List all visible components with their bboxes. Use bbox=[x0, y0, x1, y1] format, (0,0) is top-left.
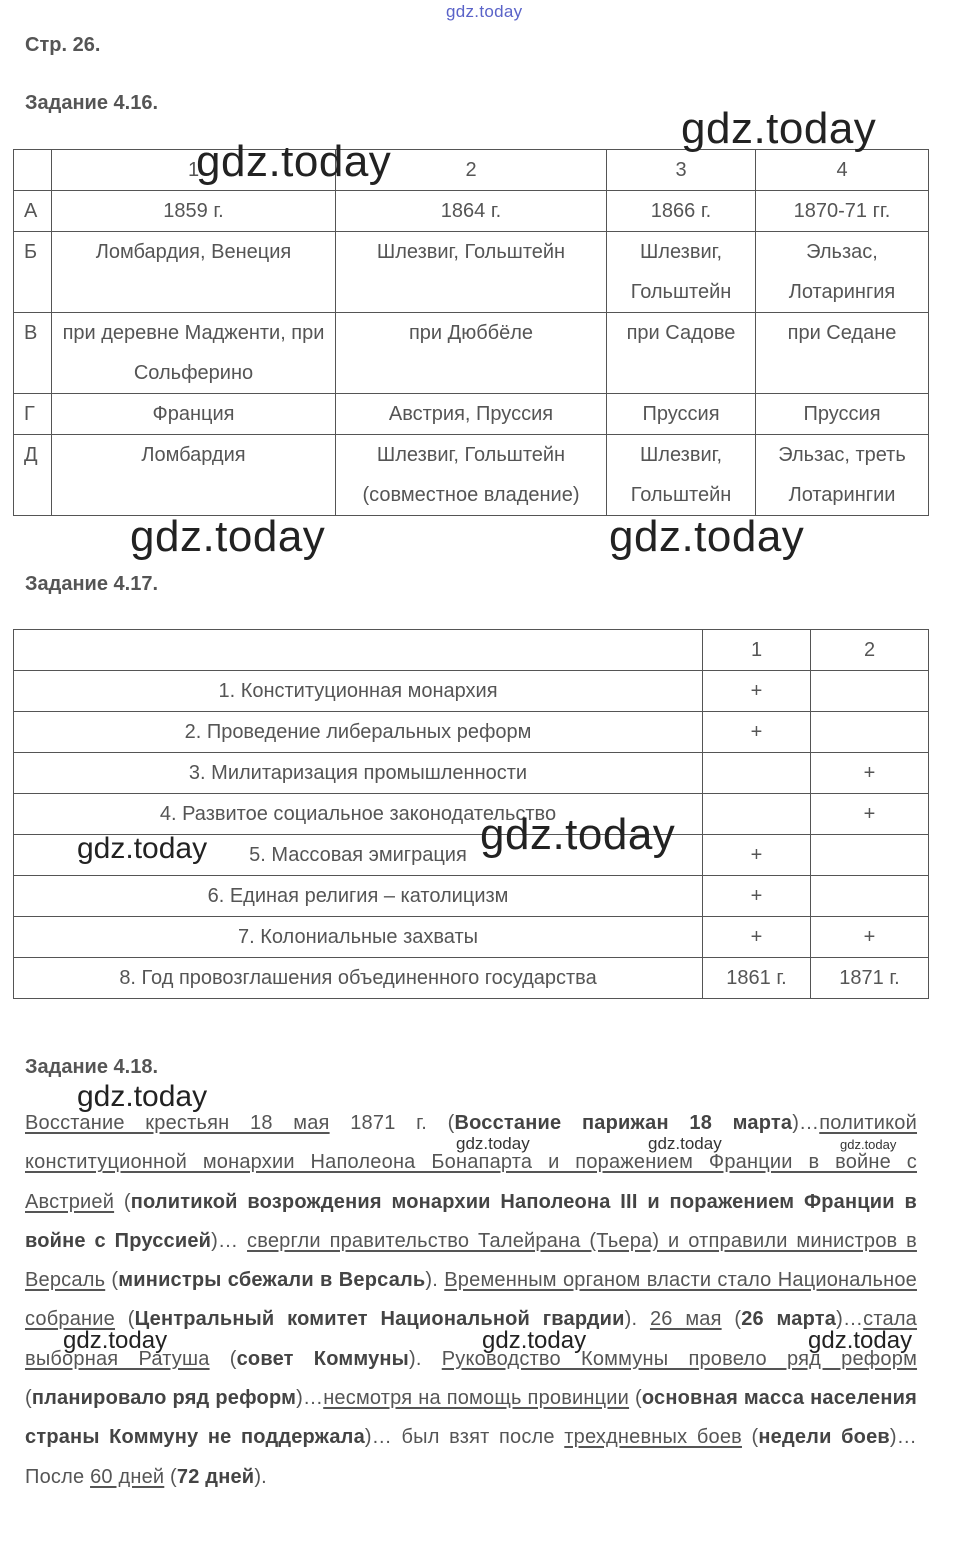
student-answer-text: Временным органом власти стало Национальное собрание bbox=[25, 1269, 917, 1331]
table-row bbox=[14, 794, 929, 835]
correct-answer-text: основная масса населения страны Коммуну не поддержала bbox=[25, 1387, 917, 1449]
watermark: gdz.today bbox=[77, 1080, 208, 1113]
correct-answer-text: совет Коммуны bbox=[236, 1347, 409, 1370]
row-label: Б bbox=[14, 232, 52, 313]
watermark: gdz.today bbox=[681, 104, 877, 153]
table-cell: 3. Милитаризация промышленности bbox=[14, 753, 703, 794]
watermark: gdz.today bbox=[63, 1327, 168, 1354]
correct-answer-text: 72 дней bbox=[176, 1465, 255, 1488]
watermark: gdz.today bbox=[77, 832, 208, 865]
table-cell: 1870-71 гг. bbox=[756, 191, 929, 232]
table-cell: 4 bbox=[756, 150, 929, 191]
table-row bbox=[14, 394, 929, 435]
task-4-16-table bbox=[13, 149, 929, 516]
table-row bbox=[14, 232, 929, 313]
correct-answer-text: политикой возрождения монархии Наполеона III и поражением Франции в войне с Пруссией bbox=[25, 1190, 917, 1252]
table-cell: + bbox=[703, 671, 811, 712]
student-answer-text: Руководство Коммуны провело ряд реформ bbox=[441, 1347, 918, 1370]
table-cell: 1 bbox=[52, 150, 336, 191]
table-row bbox=[14, 958, 929, 999]
student-answer-text: свергли правительство Талейрана (Тьера) и отправили министров в Версаль bbox=[25, 1229, 917, 1292]
text-segment: ( bbox=[164, 1465, 177, 1488]
table-cell: при Седане bbox=[756, 313, 929, 394]
table-cell: + bbox=[703, 917, 811, 958]
text-segment: )… bbox=[211, 1229, 248, 1252]
correct-answer-text: недели боев bbox=[758, 1426, 890, 1449]
text-segment: ( bbox=[721, 1308, 742, 1331]
row-label: Г bbox=[14, 394, 52, 435]
table-cell: Ломбардия, Венеция bbox=[52, 232, 336, 313]
table-cell: Ломбардия bbox=[52, 435, 336, 516]
table-cell: 3 bbox=[607, 150, 756, 191]
table-cell: 7. Колониальные захваты bbox=[14, 917, 703, 958]
watermark: gdz.today bbox=[808, 1327, 913, 1354]
table-cell: 1864 г. bbox=[336, 191, 607, 232]
watermark: gdz.today bbox=[648, 1134, 722, 1153]
page-label: Стр. 26. bbox=[25, 34, 101, 56]
task-4-17-table bbox=[13, 629, 929, 999]
text-segment: ( bbox=[105, 1269, 119, 1292]
table-cell: при деревне Мадженти, при Сольферино bbox=[52, 313, 336, 394]
table-row bbox=[14, 917, 929, 958]
watermark: gdz.today bbox=[130, 512, 326, 561]
watermark-top: gdz.today bbox=[446, 2, 523, 21]
table-cell bbox=[14, 630, 703, 671]
table-cell: 1866 г. bbox=[607, 191, 756, 232]
correct-answer-text: Восстание парижан 18 марта bbox=[454, 1112, 793, 1134]
text-segment: ( bbox=[209, 1347, 237, 1370]
table-cell: Шлезвиг, Гольштейн bbox=[607, 232, 756, 313]
table-cell: + bbox=[703, 876, 811, 917]
student-answer-text: Восстание крестьян 18 мая bbox=[25, 1112, 330, 1134]
table-cell bbox=[811, 671, 929, 712]
text-segment: )…После bbox=[25, 1426, 917, 1488]
task-4-18-text bbox=[25, 1104, 917, 1497]
correct-answer-text: министры сбежали в Версаль bbox=[118, 1269, 426, 1292]
table-row bbox=[14, 191, 929, 232]
watermark: gdz.today bbox=[609, 512, 805, 561]
table-cell: + bbox=[703, 712, 811, 753]
text-segment: ). bbox=[425, 1269, 445, 1292]
text-segment: ( bbox=[115, 1308, 135, 1331]
text-segment: )… bbox=[296, 1387, 324, 1410]
table-cell bbox=[811, 712, 929, 753]
table-cell: 6. Единая религия – католицизм bbox=[14, 876, 703, 917]
watermark: gdz.today bbox=[482, 1327, 587, 1354]
table-cell bbox=[703, 753, 811, 794]
task-4-16-title: Задание 4.16. bbox=[25, 92, 159, 114]
table-cell: 8. Год провозглашения объединенного государства bbox=[14, 958, 703, 999]
table-row bbox=[14, 313, 929, 394]
student-answer-text: стала выборная Ратуша bbox=[25, 1308, 918, 1370]
correct-answer-text: планировало ряд реформ bbox=[31, 1387, 297, 1410]
row-label: Д bbox=[14, 435, 52, 516]
table-cell: Австрия, Пруссия bbox=[336, 394, 607, 435]
table-cell: Шлезвиг, Гольштейн bbox=[607, 435, 756, 516]
table-cell: 2. Проведение либеральных реформ bbox=[14, 712, 703, 753]
correct-answer-text: Центральный комитет Национальной гвардии bbox=[134, 1308, 625, 1331]
table-cell bbox=[811, 876, 929, 917]
text-segment: ). bbox=[408, 1347, 442, 1370]
table-cell: 4. Развитое социальное законодательство bbox=[14, 794, 703, 835]
table-cell: 5. Массовая эмиграция bbox=[14, 835, 703, 876]
watermark: gdz.today bbox=[840, 1137, 897, 1152]
text-segment: ( bbox=[114, 1190, 131, 1213]
table-cell: при Садове bbox=[607, 313, 756, 394]
table-cell: 2 bbox=[811, 630, 929, 671]
correct-answer-text: 26 марта bbox=[741, 1308, 837, 1331]
table-row bbox=[14, 435, 929, 516]
text-segment: )… был взят после bbox=[364, 1426, 565, 1449]
table-cell: + bbox=[811, 753, 929, 794]
table-cell: 1861 г. bbox=[703, 958, 811, 999]
table-row bbox=[14, 712, 929, 753]
table-cell: 1871 г. bbox=[811, 958, 929, 999]
table-cell: при Дюббёле bbox=[336, 313, 607, 394]
watermark: gdz.today bbox=[456, 1134, 530, 1153]
table-cell bbox=[703, 794, 811, 835]
table-cell: Франция bbox=[52, 394, 336, 435]
table-cell: + bbox=[703, 835, 811, 876]
text-segment: ( bbox=[629, 1387, 642, 1410]
student-answer-text: политикой конституционной монархии Наполеона Бонапарта и поражением Франции в войне с Австрией bbox=[25, 1112, 918, 1213]
text-segment: )… bbox=[836, 1308, 864, 1331]
table-row bbox=[14, 671, 929, 712]
table-row bbox=[14, 876, 929, 917]
table-cell: + bbox=[811, 917, 929, 958]
task-4-17-title: Задание 4.17. bbox=[25, 573, 159, 595]
watermark: gdz.today bbox=[196, 137, 392, 186]
table-cell: 1. Конституционная монархия bbox=[14, 671, 703, 712]
table-cell: Эльзас, треть Лотарингии bbox=[756, 435, 929, 516]
table-cell: Эльзас, Лотарингия bbox=[756, 232, 929, 313]
task-4-18-title: Задание 4.18. bbox=[25, 1056, 159, 1078]
text-segment: 1871 г. ( bbox=[329, 1112, 455, 1134]
student-answer-text: 26 мая bbox=[649, 1308, 722, 1331]
text-segment: )… bbox=[792, 1112, 820, 1134]
table-cell bbox=[14, 150, 52, 191]
table-row bbox=[14, 150, 929, 191]
table-cell: 2 bbox=[336, 150, 607, 191]
text-segment: ( bbox=[25, 1387, 32, 1410]
text-segment: ). bbox=[624, 1308, 650, 1331]
table-cell: 1 bbox=[703, 630, 811, 671]
table-row bbox=[14, 630, 929, 671]
row-label: А bbox=[14, 191, 52, 232]
table-row bbox=[14, 753, 929, 794]
table-cell bbox=[811, 835, 929, 876]
table-cell: Пруссия bbox=[756, 394, 929, 435]
student-answer-text: несмотря на помощь провинции bbox=[323, 1387, 630, 1410]
student-answer-text: 60 дней bbox=[90, 1465, 165, 1488]
row-label: В bbox=[14, 313, 52, 394]
table-cell: Шлезвиг, Гольштейн (совместное владение) bbox=[336, 435, 607, 516]
table-cell: Шлезвиг, Гольштейн bbox=[336, 232, 607, 313]
student-answer-text: трехдневных боев bbox=[564, 1426, 742, 1449]
text-segment: ). bbox=[254, 1465, 267, 1488]
table-cell: Пруссия bbox=[607, 394, 756, 435]
text-segment: ( bbox=[741, 1426, 759, 1449]
watermark: gdz.today bbox=[480, 810, 676, 859]
table-cell: 1859 г. bbox=[52, 191, 336, 232]
table-cell: + bbox=[811, 794, 929, 835]
